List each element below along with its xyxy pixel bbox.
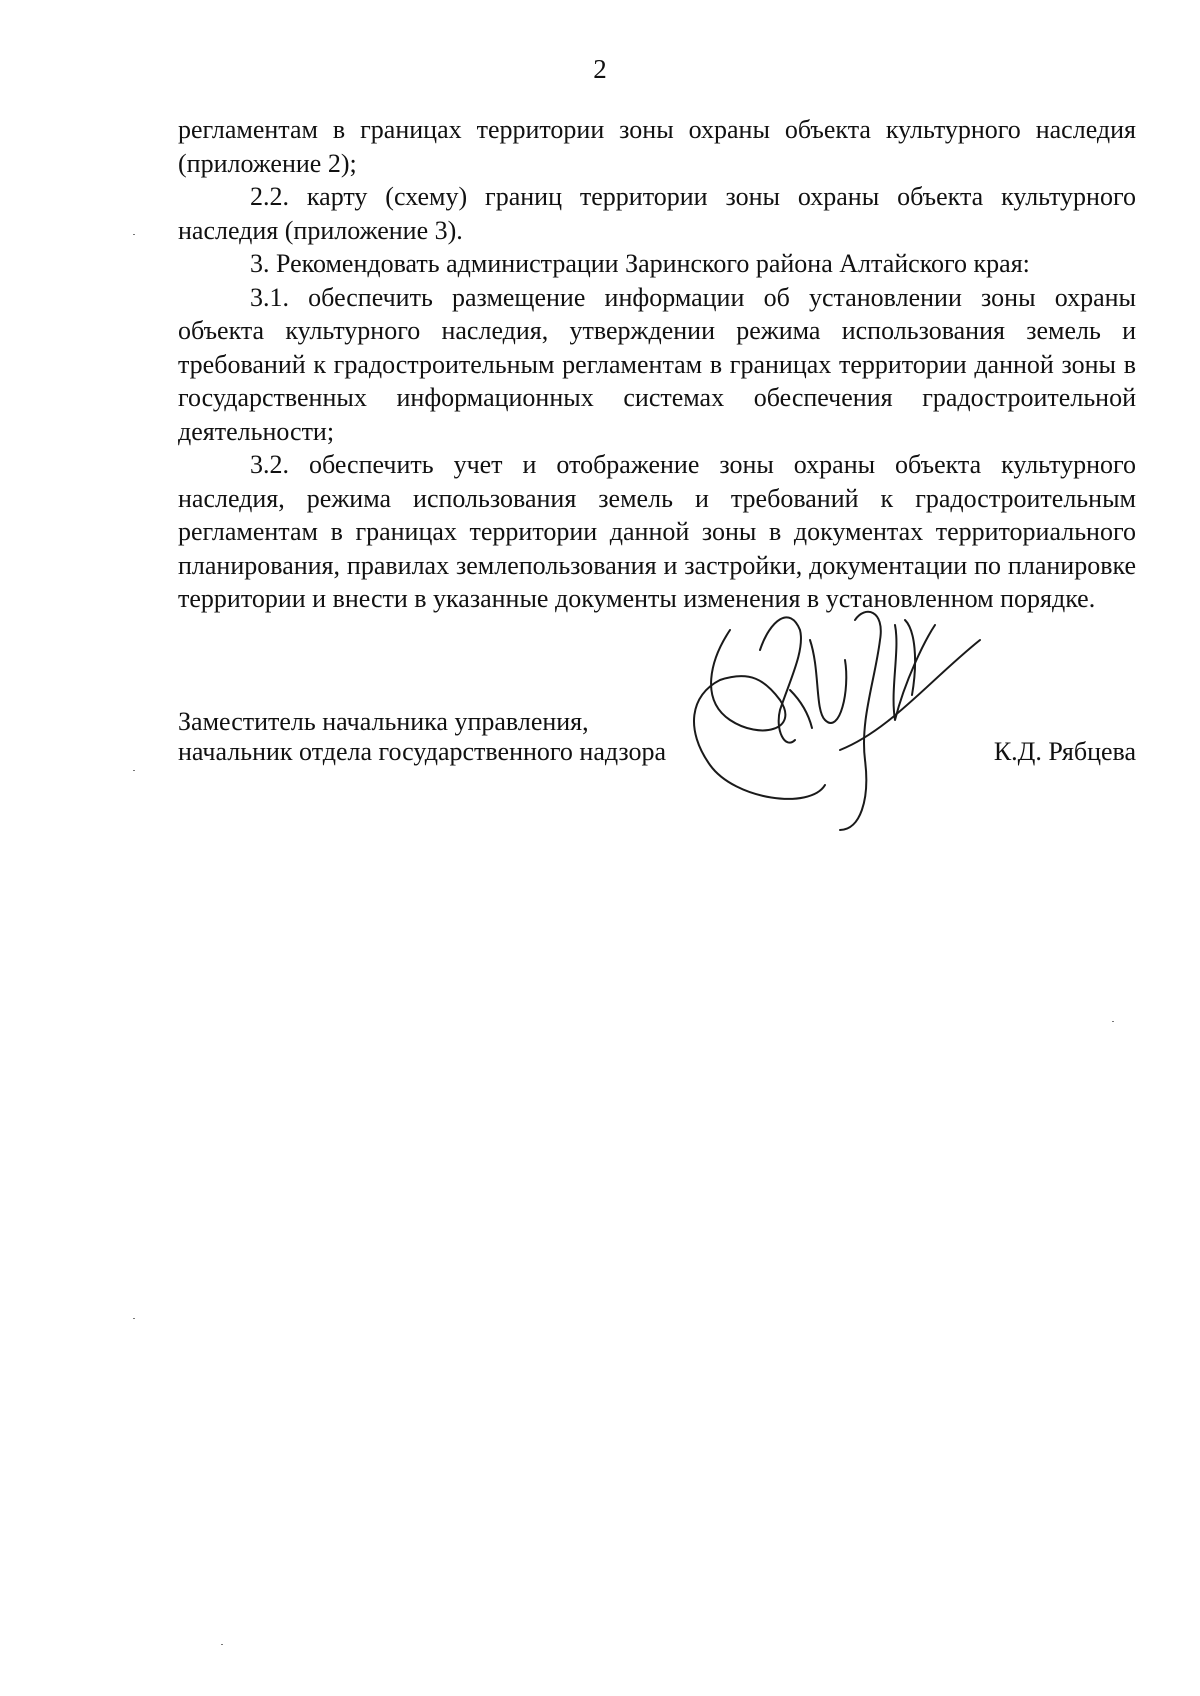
document-body (178, 113, 1136, 616)
paragraph-2-2: 2.2. карту (схему) границ территории зоны охраны объекта культурного наследия (приложение 3). (178, 182, 1136, 245)
signatory-position-line-1: Заместитель начальника управления, (178, 707, 589, 736)
scan-speck (133, 770, 135, 771)
scan-speck (133, 234, 135, 235)
page-number: 2 (593, 54, 607, 84)
paragraph-3: 3. Рекомендовать администрации Заринского района Алтайского края: (250, 249, 1030, 278)
signatory-name: К.Д. Рябцева (993, 737, 1136, 766)
signatory-position-line-2: начальник отдела государственного надзора (178, 737, 667, 766)
signatory-position (178, 707, 666, 767)
paragraph-3-1: 3.1. обеспечить размещение информации об установлении зоны охраны объекта культурного наследия, утверждении режима использования земель и требований к градостроительным регламентам в границах территории данной зоны в государственных информационных системах обеспечения градостроительной деятельности; (178, 282, 1136, 446)
handwritten-signature-image (690, 600, 1000, 850)
paragraph-3-2: 3.2. обеспечить учет и отображение зоны охраны объекта культурного наследия, режима использования земель и требований к градостроительным регламентам в границах территории данной зоны в документах территориального планирования, правилах землепользования и застройки, документации по планировке территории и внести в указанные документы изменения в установленном порядке. (178, 450, 1136, 613)
scan-speck (133, 1318, 135, 1319)
scan-speck (221, 1644, 223, 1645)
scan-speck (1112, 1021, 1114, 1022)
paragraph-continuation: регламентам в границах территории зоны охраны объекта культурного наследия (приложение 2); (178, 115, 1136, 178)
